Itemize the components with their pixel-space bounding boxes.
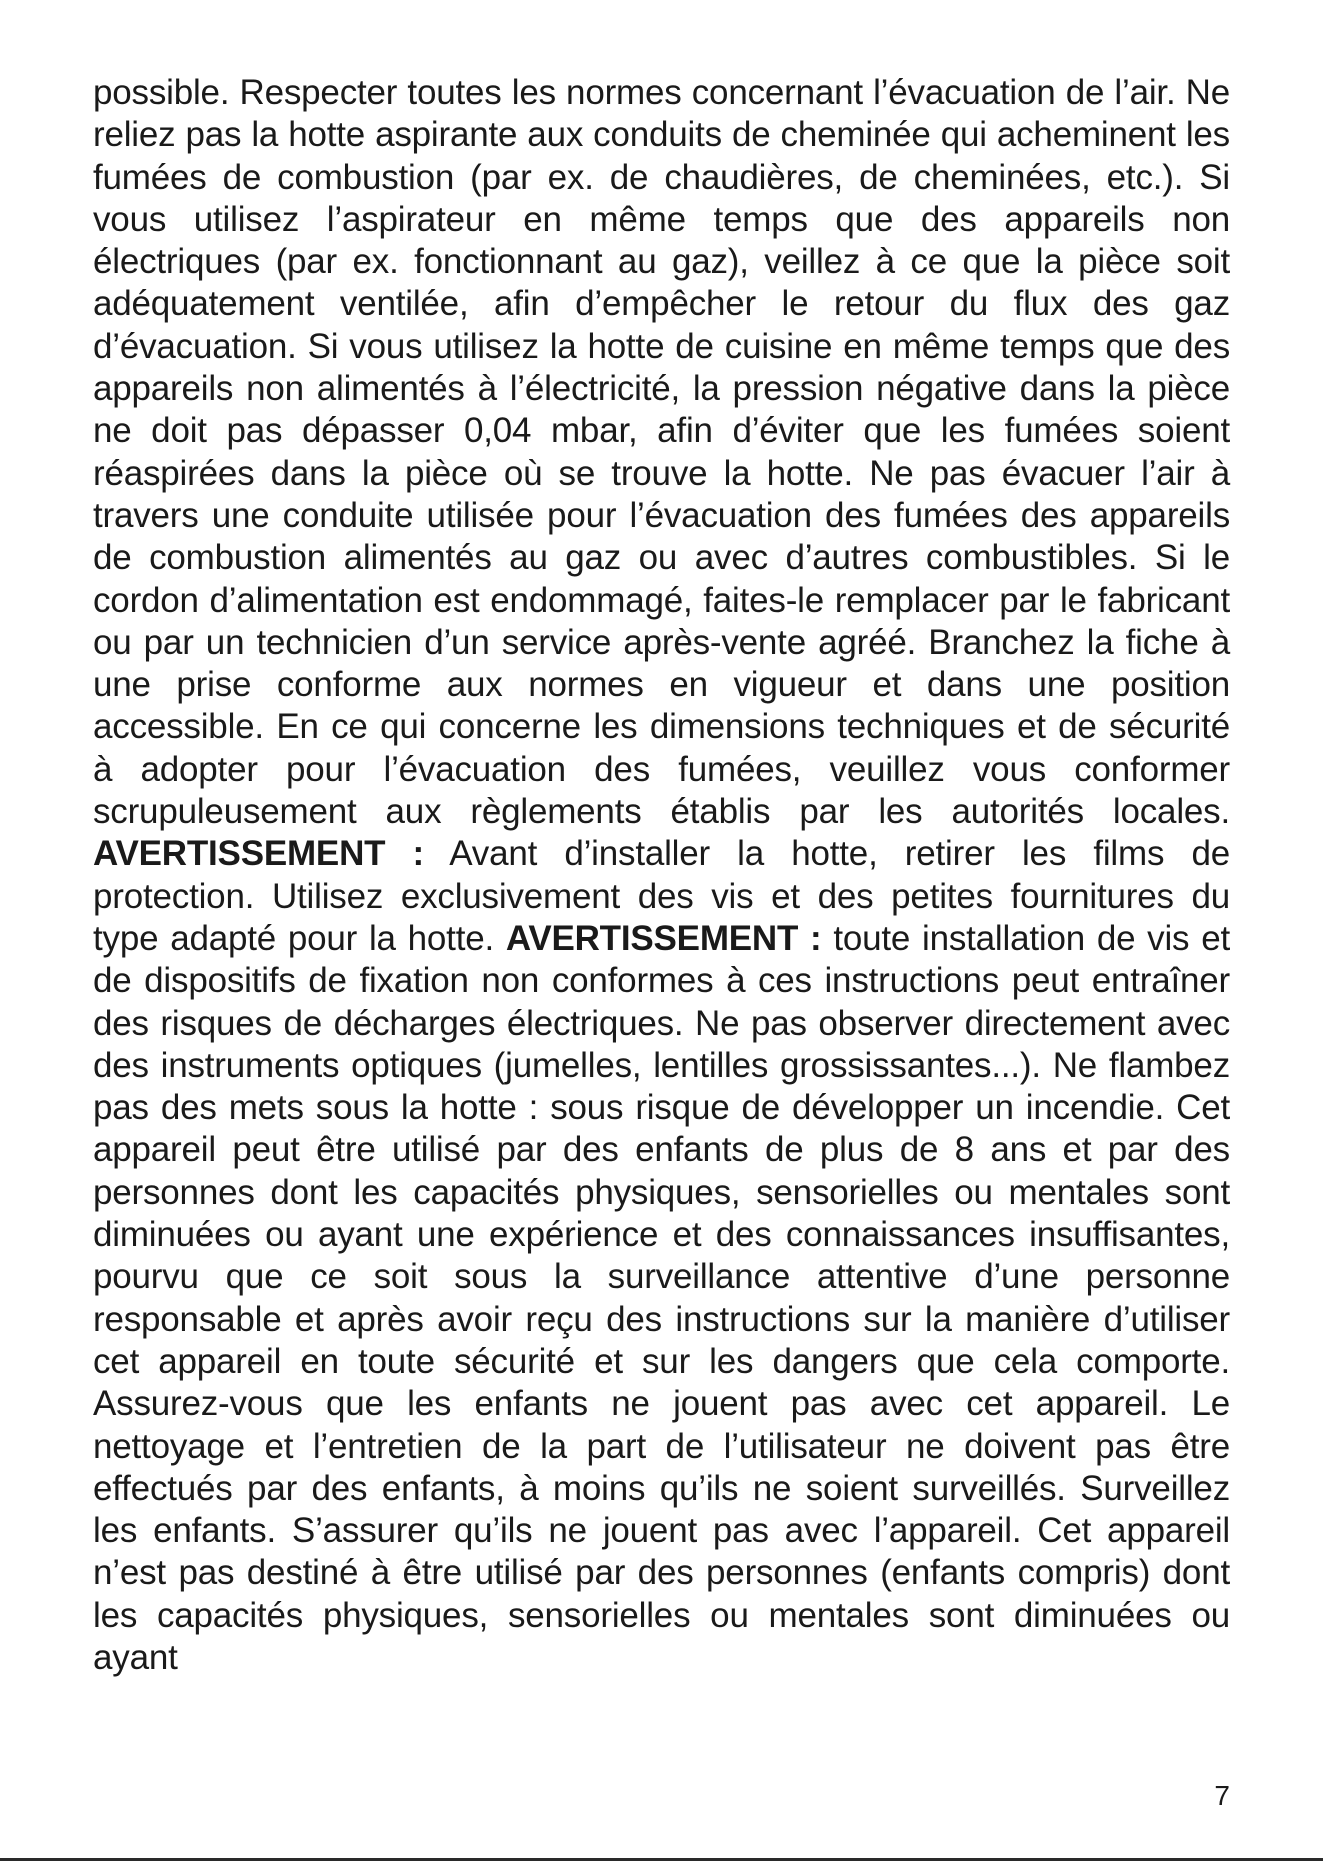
body-paragraph xyxy=(93,72,1230,1679)
text-segment-1: possible. Respecter toutes les normes concernant l’évacuation de l’air. Ne reliez pas la hotte aspirante aux conduits de cheminée qui acheminent les fumées de combustion (par ex. de chaudières, de cheminées, etc.). Si vous utilisez l’aspirateur en même temps que des appareils non électriques (par ex. fonctionnant au gaz), veillez à ce que la pièce soit adéquatement ventilée, afin d’empêcher le retour du flux des gaz d’évacuation. Si vous utilisez la hotte de cuisine en même temps que des appareils non alimentés à l’électricité, la pression négative dans la pièce ne doit pas dépasser 0,04 mbar, afin d’éviter que les fumées soient réaspirées dans la pièce où se trouve la hotte. Ne pas évacuer l’air à travers une conduite utilisée pour l’évacuation des fumées des appareils de combustion alimentés au gaz ou avec d’autres combustibles. Si le cordon d’alimentation est endommagé, faites-le remplacer par le fabricant ou par un technicien d’un service après-vente agréé. Branchez la fiche à une prise conforme aux normes en vigueur et dans une position accessible. En ce qui concerne les dimensions techniques et de sécurité à adopter pour l’évacuation des fumées, veuillez vous conformer scrupuleusement aux règlements établis par les autorités locales. xyxy=(93,73,1230,832)
warning-label-1: AVERTISSEMENT : xyxy=(93,834,424,874)
bottom-divider xyxy=(0,1858,1323,1861)
warning-label-2: AVERTISSEMENT : xyxy=(505,918,822,958)
text-segment-3: toute installation de vis et de dispositifs de fixation non conformes à ces instructions peut entraîner des risques de décharges électriques. Ne pas observer directement avec des instruments optiques (jumelles, lentilles grossissantes...). Ne flambez pas des mets sous la hotte : sous risque de développer un incendie. Cet appareil peut être utilisé par des enfants de plus de 8 ans et par des personnes dont les capacités physiques, sensorielles ou mentales sont diminuées ou ayant une expérience et des connaissances insuffisantes, pourvu que ce soit sous la surveillance attentive d’une personne responsable et après avoir reçu des instructions sur la manière d’utiliser cet appareil en toute sécurité et sur les dangers que cela comporte. Assurez-vous que les enfants ne jouent pas avec cet appareil. Le nettoyage et l’entretien de la part de l’utilisateur ne doivent pas être effectués par des enfants, à moins qu’ils ne soient surveillés. Surveillez les enfants. S’assurer qu’ils ne jouent pas avec l’appareil. Cet appareil n’est pas destiné à être utilisé par des personnes (enfants compris) dont les capacités physiques, sensorielles ou mentales sont diminuées ou ayant xyxy=(93,918,1230,1677)
text-segment-2: Avant d’installer la hotte, retirer les films de protection. Utilisez exclusivement des vis et des petites fournitures du type adapté pour la hotte. xyxy=(93,834,1230,958)
page-number: 7 xyxy=(1214,1780,1230,1811)
